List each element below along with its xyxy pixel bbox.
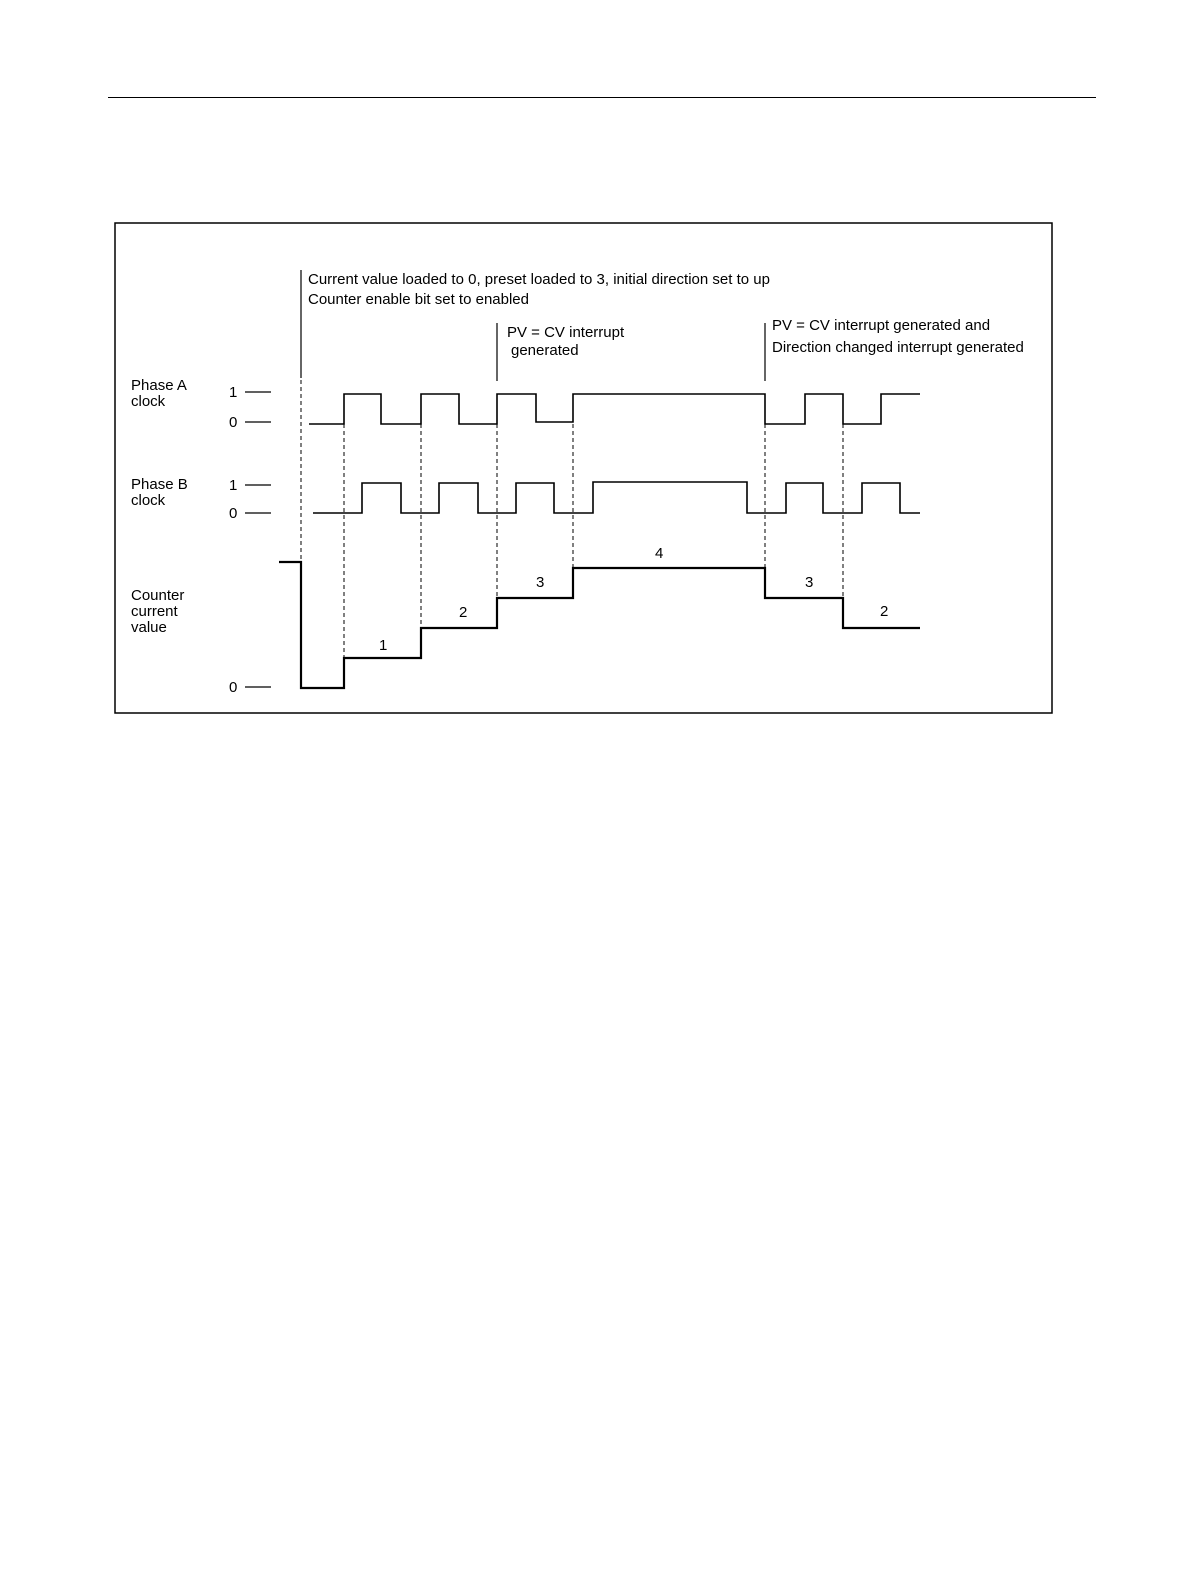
counter-level-zero: 0 xyxy=(229,679,238,696)
annotation-direction-change-line1: PV = CV interrupt generated and xyxy=(772,317,991,334)
phase-b-level-high: 1 xyxy=(229,477,238,494)
counter-value-label: 2 xyxy=(459,604,468,621)
annotation-pv-cv-line1: PV = CV interrupt xyxy=(507,324,625,341)
counter-value-waveform xyxy=(279,562,920,688)
counter-label-line2: current xyxy=(131,603,178,620)
phase-a-waveform xyxy=(309,394,920,424)
diagram-frame xyxy=(115,223,1052,713)
counter-value-label: 4 xyxy=(655,545,664,562)
annotation-direction-change-line2: Direction changed interrupt generated xyxy=(772,339,1024,356)
phase-a-level-high: 1 xyxy=(229,384,238,401)
counter-value-label: 2 xyxy=(880,603,889,620)
phase-a-label-line1: Phase A xyxy=(131,377,187,394)
annotation-pv-cv-line2: generated xyxy=(511,342,579,359)
counter-value-label: 1 xyxy=(379,637,388,654)
counter-value-label: 3 xyxy=(805,574,814,591)
phase-b-label-line2: clock xyxy=(131,492,166,509)
counter-value-label: 3 xyxy=(536,574,545,591)
annotation-initial-line1: Current value loaded to 0, preset loaded to 3, initial direction set to up xyxy=(308,271,770,288)
counter-label-line3: value xyxy=(131,619,167,636)
phase-b-waveform xyxy=(313,482,920,513)
phase-a-label-line2: clock xyxy=(131,393,166,410)
annotation-initial-line2: Counter enable bit set to enabled xyxy=(308,291,529,308)
phase-a-level-low: 0 xyxy=(229,414,238,431)
phase-b-label-line1: Phase B xyxy=(131,476,188,493)
counter-label-line1: Counter xyxy=(131,587,185,604)
phase-b-level-low: 0 xyxy=(229,505,238,522)
